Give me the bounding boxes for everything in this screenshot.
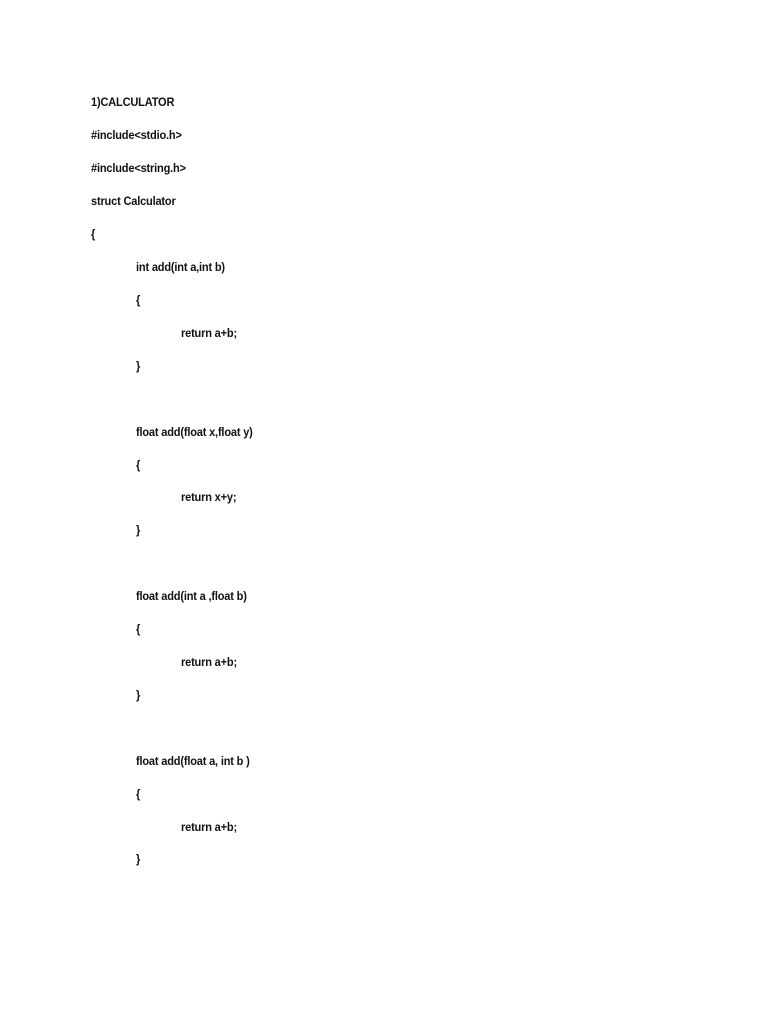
function-close-brace-4: } — [136, 852, 141, 866]
struct-open-brace: { — [91, 227, 96, 241]
function-body-3: return a+b; — [181, 655, 237, 669]
function-signature-3: float add(int a ,float b) — [136, 589, 247, 603]
function-close-brace-2: } — [136, 523, 141, 537]
struct-declaration-line: struct Calculator — [91, 194, 176, 208]
function-close-brace-1: } — [136, 359, 141, 373]
function-close-brace-3: } — [136, 688, 141, 702]
include-stdio-line: #include<stdio.h> — [91, 128, 182, 142]
document-heading: 1)CALCULATOR — [91, 95, 175, 109]
function-open-brace-1: { — [136, 293, 141, 307]
function-open-brace-2: { — [136, 458, 141, 472]
include-string-line: #include<string.h> — [91, 161, 186, 175]
function-open-brace-4: { — [136, 787, 141, 801]
function-body-1: return a+b; — [181, 326, 237, 340]
function-signature-1: int add(int a,int b) — [136, 260, 225, 274]
function-signature-2: float add(float x,float y) — [136, 425, 253, 439]
function-body-2: return x+y; — [181, 490, 237, 504]
function-signature-4: float add(float a, int b ) — [136, 754, 250, 768]
function-body-4: return a+b; — [181, 820, 237, 834]
function-open-brace-3: { — [136, 622, 141, 636]
